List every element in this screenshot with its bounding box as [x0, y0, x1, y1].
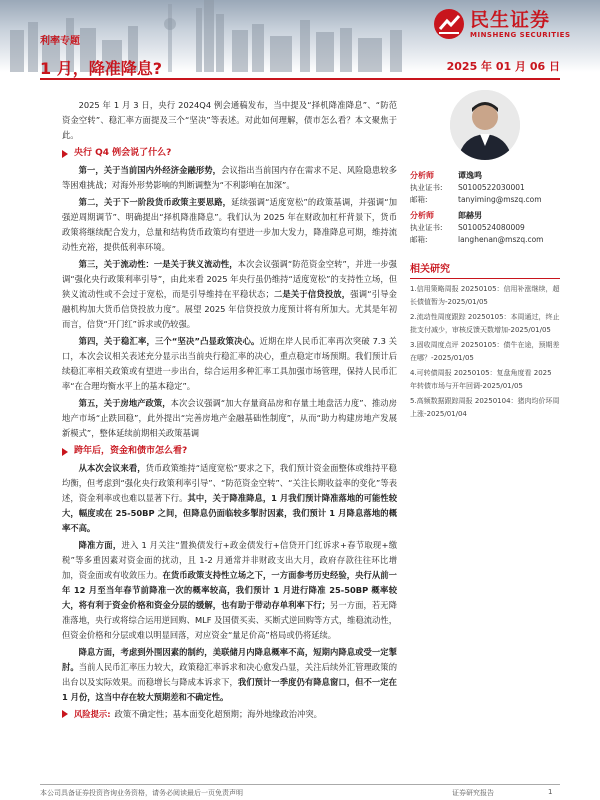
related-research-link[interactable]: 5.高频数据跟踪周报 20250104：猪肉均价环周上涨-2025/01/04: [410, 397, 560, 418]
email-label: 邮箱:: [410, 235, 428, 244]
body-text: 延续强调“适度宽松”的政策基调，并强调“加强逆周期调节”、明确提出“择机降准降息”。我们认为 2025 年在财政加杠杆背景下，货币政策将继续配合发力，总量和结构货币政策均有望进一步加大发力，降准降息可期，维持流动性充裕，提供低利率环境。: [62, 197, 397, 252]
cert-label: 执业证书:: [410, 183, 443, 192]
body-text: 进入 1 月关注“置换债发行+政金债发行+信贷开门红诉求+春节取现+缴税”等多重因素对资金面的扰动，且 1-2 月通常并非财政支出大月，政府存款往往环比增加，资金面或有收敛压力。: [62, 540, 397, 580]
sidebar: [410, 90, 560, 423]
paragraph: [62, 461, 397, 536]
bold-lead: 第三，关于流动性：一是关于狭义流动性，: [78, 259, 238, 269]
bold-lead: 第二，关于下一阶段货币政策主要思路，: [78, 197, 232, 207]
bold-lead: 降准方面，: [78, 540, 122, 550]
body-text: 近期在岸人民币汇率再次突破 7.3 关口，本次会议相关表述充分显示出当前央行稳汇率的决心，重点稳定市场预期。我们预计后续稳汇率相关政策或有望进一步出台，综合运用多种汇率工具加强市场管理，保持人民币汇率“在合理均衡水平上的基本稳定”。: [62, 336, 397, 391]
risk-label: 风险提示:: [74, 709, 111, 719]
cert-number: S0100524080009: [458, 223, 525, 232]
analyst-name: 郎赫男: [458, 211, 482, 220]
brand-name-cn: 民生证券: [470, 8, 551, 31]
body-text: 本次会议强调“加大存量商品房和存量土地盘活力度”、推动房地产市场“止跌回稳”，此外提出“完善房地产金融基础性制度”，从而“助力构建房地产发展新模式”，整体延续前期相关政策基调: [62, 398, 397, 438]
paragraph: [62, 396, 397, 441]
analyst-card-1: [410, 170, 560, 206]
triangle-bullet-icon: [62, 448, 68, 456]
related-research-link[interactable]: 1.信用策略周报 20250105：信用补涨继续，超长债值暂为-2025/01/05: [410, 285, 560, 306]
analyst-role: 分析师: [410, 171, 434, 180]
related-research-link[interactable]: 4.可转债周报 20250105：复盘角度看 2025 年转债市场与开年回调-2025/01/05: [410, 369, 552, 390]
page-number: 1: [548, 788, 553, 796]
related-research-list: [410, 283, 560, 421]
footer-divider: [40, 784, 560, 785]
report-series: 利率专题: [40, 36, 80, 47]
body-text: 会议指出当前国内存在需求不足、风险隐患较多等困难挑战；对海外形势影响的判断调整为“不利影响在加深”。: [62, 165, 397, 190]
triangle-bullet-icon: [62, 150, 68, 158]
body-text: 本次会议强调“防范资金空转”，并进一步强调“强化央行政策利率引导”，由此来看 2025 年央行虽仍维持“适度宽松”的支持性立场，但狭义流动性或不会过于宽松，而是引导维持在平稳状态；: [62, 259, 397, 299]
cert-label: 执业证书:: [410, 223, 443, 232]
cert-number: S0100522030001: [458, 183, 525, 192]
bold-lead: 从本次会议来看，: [78, 463, 146, 473]
section-title: 跨年后，资金和债市怎么看?: [74, 446, 188, 456]
bold-lead: 二是关于信贷投放，: [273, 289, 351, 299]
analyst-role: 分析师: [410, 211, 434, 220]
related-research-link[interactable]: 3.固收周度点评 20250105：债牛在途，预期差在哪？-2025/01/05: [410, 341, 560, 362]
related-research-title: 相关研究: [410, 260, 560, 279]
bold-lead: 第一，关于当前国内外经济金融形势，: [78, 165, 222, 175]
bold-lead: 第四，关于稳汇率，三个“坚决”凸显政策决心。: [78, 336, 260, 346]
bold-lead: 在货币政策支持性立场之下，一方面参考历史经验，央行从前一年 12 月至当年春节前降准一次的概率较高，我们预计 1 月进行降准 25-50BP 概率较大，将有利于资金价格和资金分层的缓解，也有助于带动存单利率下行；: [62, 570, 397, 610]
analyst-name: 谭逸鸣: [458, 171, 482, 180]
brand-logo: [432, 6, 592, 42]
minsheng-logo-icon: [432, 7, 466, 41]
triangle-bullet-icon: [62, 710, 68, 718]
bold-lead: 其中，关于降准降息，1 月我们预计降准落地的可能性较大，幅度或在 25-50BP 之间，但降息仍面临较多掣肘因素，我们预计 1 月降息落地的概率不高。: [62, 493, 397, 533]
footer-disclaimer: 本公司具备证券投资咨询业务资格，请务必阅读最后一页免责声明: [40, 789, 243, 797]
body-text: 货币政策维持“适度宽松”要求之下，我们预计资金面整体或维持平稳均衡，但考虑到“强化央行政策利率引导”、“防范资金空转”、“关注长期收益率的变化”等表述，资金利率或也难以显著下行。: [62, 463, 397, 503]
section-heading-2: [62, 444, 397, 459]
bold-lead: 第五，关于房地产政策，: [78, 398, 171, 408]
body-text: 另一方面，若无降准落地，央行或将综合运用逆回购、MLF 及国债买卖、买断式逆回购等方式，维稳流动性，但资金价格和分层或难以明显回落，对应资金“量足价高”格局或仍将延续。: [62, 600, 397, 640]
related-research-link[interactable]: 2.流动性周度跟踪 20250105：本周通过，终止批支付减少，审核反馈天数增加-2025/01/05: [410, 313, 560, 334]
person-avatar-icon: [450, 90, 520, 160]
email-link[interactable]: langhenan@mszq.com: [458, 235, 544, 244]
bold-lead: 降息方面，考虑到外围因素的制约，美联储月内降息概率不高，短期内降息或受一定掣肘。: [62, 647, 397, 672]
risk-text: 政策不确定性；基本面变化超预期；海外地缘政治冲突。: [114, 709, 322, 719]
paragraph: [62, 195, 397, 255]
intro-paragraph: 2025 年 1 月 3 日，央行 2024Q4 例会通稿发布，当中提及“择机降准降息”、“防范资金空转”、稳汇率方面提及三个“坚决”等表述。对此如何理解，债市怎么看？本文聚焦于此。: [62, 100, 397, 140]
paragraph: [62, 334, 397, 394]
footer-doc-type: 证券研究报告: [452, 789, 494, 797]
analyst-card-2: [410, 210, 560, 246]
paragraph: [62, 257, 397, 332]
page-title: 1 月，降准降息?: [40, 59, 162, 78]
paragraph: [62, 538, 397, 643]
brand-name-en: MINSHENG SECURITIES: [470, 30, 571, 39]
analyst-photo: [450, 90, 520, 160]
body-text: 当前人民币汇率压力较大，政策稳汇率诉求和决心愈发凸显，关注后续外汇管理政策的出台以及实际效果。而稳增长与降成本诉求下，: [62, 662, 397, 687]
paragraph: [62, 163, 397, 193]
risk-warning: [62, 707, 397, 722]
body-text: 强调“引导金融机构加大货币信贷投放力度”。展望 2025 年信贷投放力度预计将有所加大。尤其是年初而言，信贷“开门红”诉求或仍较强。: [62, 289, 397, 329]
section-title: 央行 Q4 例会说了什么?: [74, 148, 172, 158]
title-divider: [40, 78, 560, 80]
bold-lead: 我们预计一季度仍有降息窗口，但不一定在 1 月份，这当中存在较大预期差和不确定性。: [62, 677, 397, 702]
report-date: 2025 年 01 月 06 日: [446, 60, 560, 73]
section-heading-1: [62, 146, 397, 161]
email-label: 邮箱:: [410, 195, 428, 204]
paragraph: [62, 645, 397, 705]
email-link[interactable]: tanyiming@mszq.com: [458, 195, 542, 204]
main-content: [62, 98, 397, 722]
